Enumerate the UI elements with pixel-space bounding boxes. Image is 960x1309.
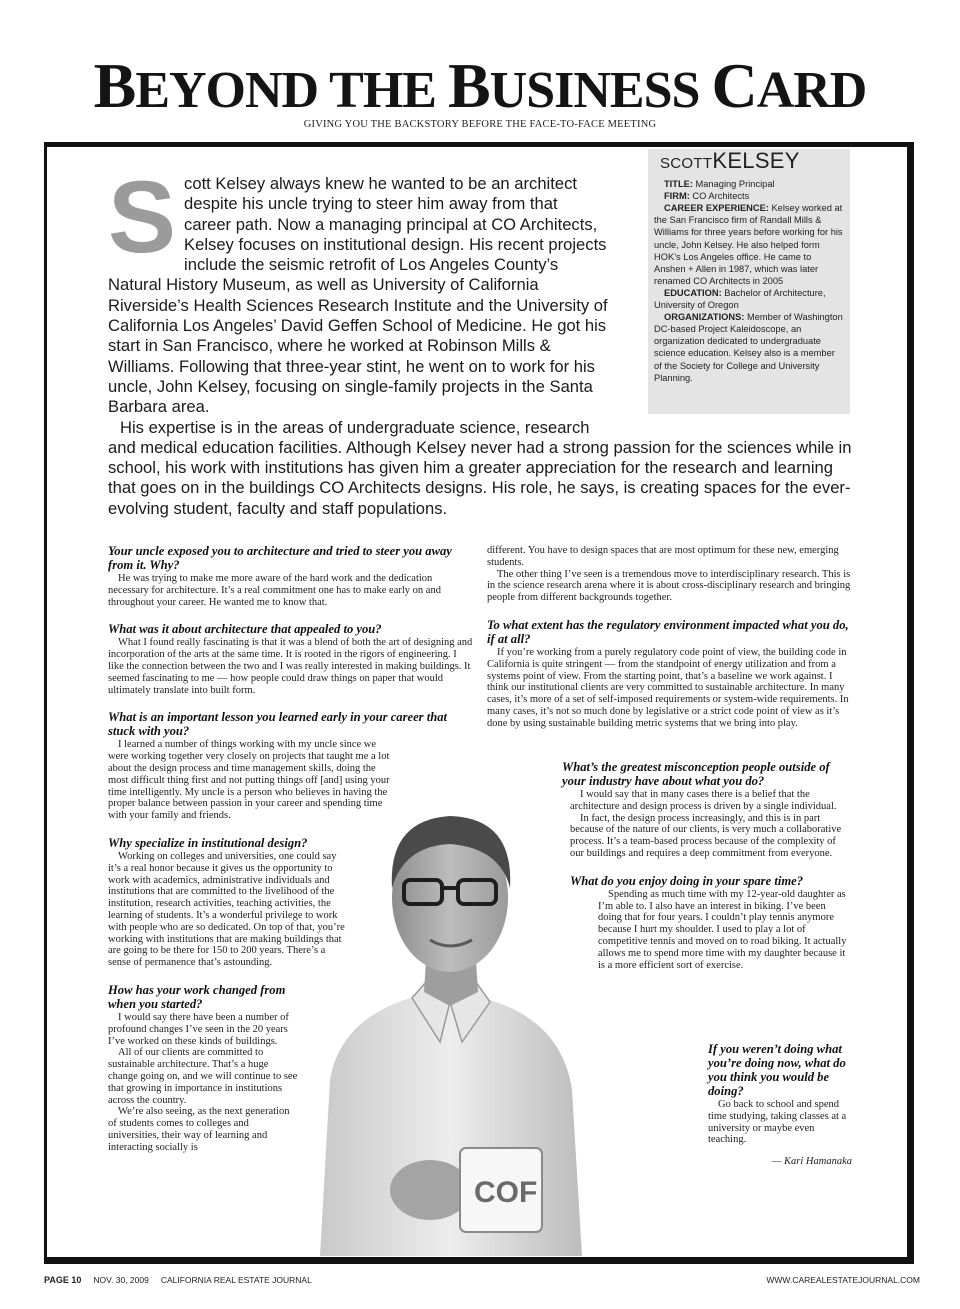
- profile-first-name: SCOTT: [660, 155, 713, 172]
- answer-7-part-2: In fact, the design process increasingly, and this is in part because of the nature of our clients, is very much a collaborative process. It’s a team-based process because of the complexity of our buildings and requires a deep commitment from everyone.: [570, 812, 842, 859]
- answer-9: Go back to school and spend time studying, taking classes at a university or maybe even teaching.: [708, 1099, 847, 1146]
- answer-1: He was trying to make me more aware of the hard work and the dedication necessary for architecture. It’s a real commitment one has to make early on and throughout your career. He wanted me to know that.: [108, 573, 441, 608]
- answer-7-part-1: I would say that in many cases there is a belief that the architecture and design process is driven by a single individual.: [570, 789, 837, 812]
- byline: — Kari Hamanaka: [772, 1156, 852, 1168]
- profile-name: [654, 148, 844, 178]
- answer-3: I learned a number of things working with my uncle since we were working together very closely on projects that taught me a lot about the design process and time management skills, doing the most difficult thing first and not putting things off [and] using your time intelligently. My uncle is a person who believes in having the proper balance between passion in your career and spending time with your family and friends.: [108, 739, 390, 822]
- mug-text: COF: [474, 1176, 538, 1209]
- tagline: GIVING YOU THE BACKSTORY BEFORE THE FACE-TO-FACE MEETING: [303, 119, 657, 130]
- answer-4: Working on colleges and universities, one could say it’s a real honor because it gives us the opportunity to work with academics, administrative individuals and institutions that are committed to the livelihood of the institution, research activities, teaching activities, the learning of students. It’s a wonderful privilege to work with people who are so dedicated. On top of that, you’re working with institutions that are making buildings that are going to be there for 150 to 200 years. There’s a sense of permanence that’s astounding.: [108, 850, 345, 969]
- question-3: What is an important lesson you learned early in your career that stuck with you?: [108, 710, 448, 739]
- profile-firm: FIRM: CO Architects: [664, 191, 750, 202]
- profile-education: EDUCATION: Bachelor of Architecture, University of Oregon: [654, 287, 826, 311]
- question-8: What do you enjoy doing in your spare time?: [570, 873, 804, 888]
- question-2: What was it about architecture that appealed to you?: [108, 622, 382, 637]
- qa-column-3: [562, 760, 852, 971]
- page-title: [0, 50, 960, 123]
- title-initial-c: C: [711, 50, 757, 121]
- question-9: If you weren’t doing what you’re doing now, what do you think you would be doing?: [708, 1042, 846, 1098]
- qa-column-4: [708, 1042, 852, 1168]
- answer-5-part-2: All of our clients are committed to sustainable architecture. That’s a huge change going on, and we will continue to see that growing in importance in institutions across the country.: [108, 1047, 298, 1106]
- page-number: PAGE 10: [44, 1275, 82, 1285]
- title-part-2: USINESS: [489, 62, 712, 119]
- profile-title: TITLE: Managing Principal: [664, 179, 775, 190]
- question-5: How has your work changed from when you started?: [108, 982, 286, 1011]
- website-url: WWW.CAREALESTATEJOURNAL.COM: [766, 1275, 920, 1285]
- answer-5-part-3: We’re also seeing, as the next generation of students comes to colleges and universities, their way of learning and interacting socially is: [108, 1106, 290, 1153]
- title-part-3: ARD: [756, 62, 867, 119]
- question-4: Why specialize in institutional design?: [108, 835, 308, 850]
- publication-name: CALIFORNIA REAL ESTATE JOURNAL: [160, 1275, 312, 1285]
- answer-2: What I found really fascinating is that it was a blend of both the art of designing and incorporation of the arts at the same time. It is rooted in the rigors of engineering. I like the connection between the two and I was really interested in making buildings. It seemed fascinating to me — how people could draw things on paper that would ultimately translate into built form.: [108, 637, 473, 696]
- qa-column-2: [487, 545, 852, 730]
- title-initial-b2: B: [447, 50, 490, 121]
- answer-8: Spending as much time with my 12-year-old daughter as I’m able to. I also have an interest in biking. I’ve been doing that for four years. I couldn’t play tennis anymore because I hurt my shoulder. I used to play a lot of competitive tennis and moved on to road biking. It actually allows me to spend more time with my daughter because it is a more efficient sort of exercise.: [598, 888, 847, 971]
- intro-text-1: cott Kelsey always knew he wanted to be an architect despite his uncle trying to steer him away from that career path. Now a managing principal at CO Architects, Kelsey focuses on institutional design. His recent projects include the seismic retrofit of Los Angeles County’s Natural History Museum, as well as University of California Riverside’s Health Sciences Research Institute and the University of California Los Angeles’ David Geffen School of Medicine. He got his start in San Francisco, where he worked at Robinson Mills & Williams. Following that three-year stint, he went on to work for his uncle, John Kelsey, focusing on single-family projects in the Santa Barbara area.: [108, 174, 608, 417]
- page-footer: [44, 1272, 920, 1288]
- drop-cap: S: [108, 160, 177, 274]
- masthead: [0, 50, 960, 130]
- answer-5-part-4: different. You have to design spaces that are most optimum for these new, emerging students.: [487, 545, 839, 568]
- issue-date: NOV. 30, 2009: [93, 1275, 149, 1285]
- profile-sidebar: [648, 149, 850, 414]
- question-7: What’s the greatest misconception people outside of your industry have about what you do?: [562, 760, 830, 788]
- qa-column-1: [108, 544, 474, 1153]
- profile-organizations: ORGANIZATIONS: Member of Washington DC-based Project Kaleidoscope, an organization dedicated to undergraduate science education. Kelsey also is a member of the Society for College and University Planning.: [654, 312, 843, 383]
- question-1: Your uncle exposed you to architecture and tried to steer you away from it. Why?: [108, 544, 452, 572]
- answer-5-part-5: The other thing I’ve seen is a tremendous move to interdisciplinary research. This is in the science research arena where it is about cross-disciplinary research and bringing people from different backgrounds together.: [487, 568, 851, 604]
- title-initial-b: B: [93, 50, 136, 121]
- answer-6: If you’re working from a purely regulatory code point of view, the building code in California is quite stringent — from the standpoint of energy utilization and from a systems point of view. From the starting point, that’s a baseline we work against. I think our institutional clients are very committed to sustainable architecture. In many cases, it’s more of a set of self-imposed requirements or system-wide requirements. In many cases, it’s not so much done by legislative or a strict code point of view as it’s done by using sustainable building metric systems that we bring into play.: [487, 646, 849, 729]
- title-part-1: EYOND THE: [135, 62, 448, 119]
- question-6: To what extent has the regulatory environment impacted what you do, if at all?: [487, 617, 849, 646]
- intro-paragraph-2: His expertise is in the areas of undergraduate science, research and medical education facilities. Although Kelsey never had a strong passion for the sciences while in school, his work with institutions has given him a greater appreciation for the research and learning that goes on in the buildings CO Architects designs. His role, he says, is creating spaces for the ever-evolving student, faculty and staff populations.: [108, 417, 852, 518]
- answer-5-part-1: I would say there have been a number of profound changes I’ve seen in the 20 years I’ve worked on these kinds of buildings.: [108, 1011, 289, 1047]
- profile-last-name: KELSEY: [712, 148, 800, 173]
- profile-career: CAREER EXPERIENCE: Kelsey worked at the San Francisco firm of Randall Mills & Williams for three years before working for his uncle, John Kelsey. He also helped form HOK’s Los Angeles office. He came to Anshen + Allen in 1987, which was later renamed CO Architects in 2005: [654, 203, 843, 286]
